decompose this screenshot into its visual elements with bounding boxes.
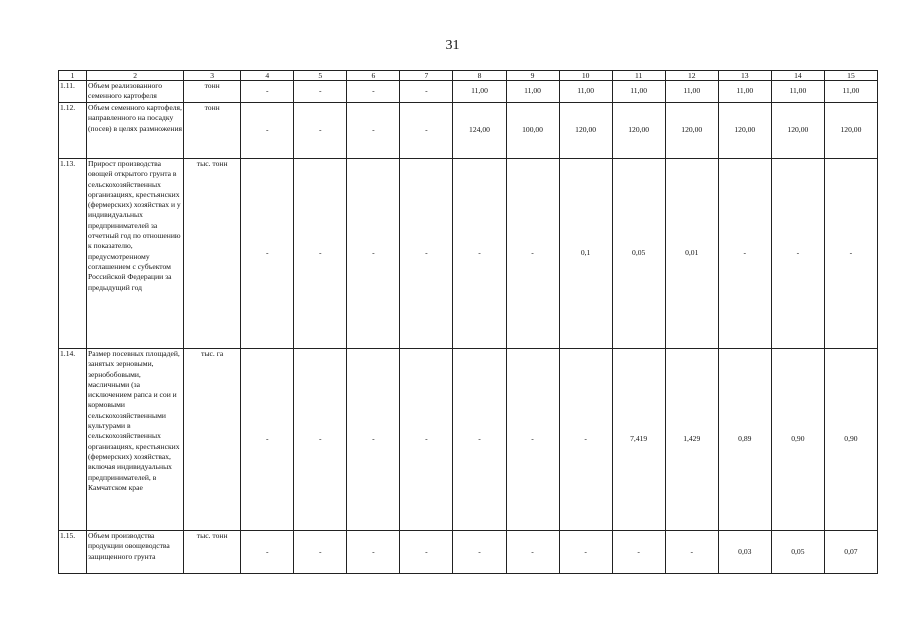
value-cell: - [294,103,347,159]
value-cell: - [294,349,347,531]
value-cell: - [241,531,294,574]
value-cell: 120,00 [559,103,612,159]
value-cell: 11,00 [665,81,718,103]
column-header: 1 [59,71,87,81]
value-cell: 0,05 [612,159,665,349]
row-number: 1.11. [59,81,87,103]
value-cell: - [347,349,400,531]
indicators-table [58,70,878,574]
value-cell: - [347,103,400,159]
table-row [59,349,878,531]
value-cell: - [506,531,559,574]
column-header: 2 [87,71,184,81]
unit-cell: тыс. тонн [184,159,241,349]
value-cell: - [771,159,824,349]
value-cell: - [400,159,453,349]
row-number: 1.13. [59,159,87,349]
table-row [59,103,878,159]
unit-cell: тонн [184,103,241,159]
value-cell: - [347,159,400,349]
value-cell: - [400,81,453,103]
value-cell: - [400,349,453,531]
row-number: 1.14. [59,349,87,531]
value-cell: - [506,159,559,349]
value-cell: 0,01 [665,159,718,349]
value-cell: - [241,81,294,103]
column-header: 12 [665,71,718,81]
value-cell: 11,00 [824,81,877,103]
value-cell: 120,00 [612,103,665,159]
row-number: 1.12. [59,103,87,159]
column-header: 7 [400,71,453,81]
table-row [59,531,878,574]
value-cell: - [824,159,877,349]
value-cell: - [612,531,665,574]
value-cell: - [294,531,347,574]
page-number: 31 [445,38,460,53]
value-cell: - [347,81,400,103]
column-header: 13 [718,71,771,81]
unit-cell: тыс. тонн [184,531,241,574]
value-cell: 124,00 [453,103,506,159]
column-header: 5 [294,71,347,81]
column-header: 10 [559,71,612,81]
value-cell: - [453,349,506,531]
column-header: 14 [771,71,824,81]
column-header: 3 [184,71,241,81]
value-cell: 0,90 [824,349,877,531]
value-cell: 120,00 [665,103,718,159]
value-cell: 11,00 [506,81,559,103]
value-cell: - [241,103,294,159]
value-cell: - [241,349,294,531]
indicator-name: Размер посевных площадей, занятых зерновыми, зернобобовыми, масличными (за исключением рапса и сои и кормовыми сельскохозяйственными культурами в сельскохозяйственных организациях, крестьянских (фермерских) хозяйствах, включая индивидуальных предпринимателей, в Камчатском крае [87,349,184,531]
indicator-name: Объем производства продукции овощеводства защищенного грунта [87,531,184,574]
value-cell: - [453,531,506,574]
unit-cell: тыс. га [184,349,241,531]
table-row [59,159,878,349]
value-cell: 0,05 [771,531,824,574]
column-header: 11 [612,71,665,81]
value-cell: 100,00 [506,103,559,159]
value-cell: 1,429 [665,349,718,531]
value-cell: 11,00 [612,81,665,103]
value-cell: 120,00 [771,103,824,159]
column-number-row [59,71,878,81]
row-number: 1.15. [59,531,87,574]
table-body [59,71,878,574]
indicator-name: Объем реализованного семенного картофеля [87,81,184,103]
value-cell: 0,89 [718,349,771,531]
value-cell: - [559,349,612,531]
value-cell: 0,03 [718,531,771,574]
indicator-name: Прирост производства овощей открытого грунта в сельскохозяйственных организациях, крестьянских (фермерских) хозяйствах и у индивидуальных предпринимателей за отчетный год по отношению к показателю, предусмотренному соглашением с субъектом Российской Федерации за предыдущий год [87,159,184,349]
indicator-name: Объем семенного картофеля, направленного на посадку (посев) в целях размножения [87,103,184,159]
value-cell: - [506,349,559,531]
value-cell: 0,07 [824,531,877,574]
value-cell: 120,00 [718,103,771,159]
value-cell: - [665,531,718,574]
table-row [59,81,878,103]
column-header: 4 [241,71,294,81]
value-cell: 11,00 [559,81,612,103]
value-cell: - [294,159,347,349]
value-cell: 11,00 [453,81,506,103]
value-cell: - [559,531,612,574]
value-cell: 7,419 [612,349,665,531]
column-header: 8 [453,71,506,81]
column-header: 9 [506,71,559,81]
value-cell: - [400,103,453,159]
value-cell: - [400,531,453,574]
value-cell: 0,90 [771,349,824,531]
value-cell: - [294,81,347,103]
value-cell: - [718,159,771,349]
value-cell: 11,00 [718,81,771,103]
value-cell: - [453,159,506,349]
column-header: 6 [347,71,400,81]
value-cell: 0,1 [559,159,612,349]
value-cell: - [347,531,400,574]
value-cell: 120,00 [824,103,877,159]
value-cell: 11,00 [771,81,824,103]
unit-cell: тонн [184,81,241,103]
column-header: 15 [824,71,877,81]
value-cell: - [241,159,294,349]
